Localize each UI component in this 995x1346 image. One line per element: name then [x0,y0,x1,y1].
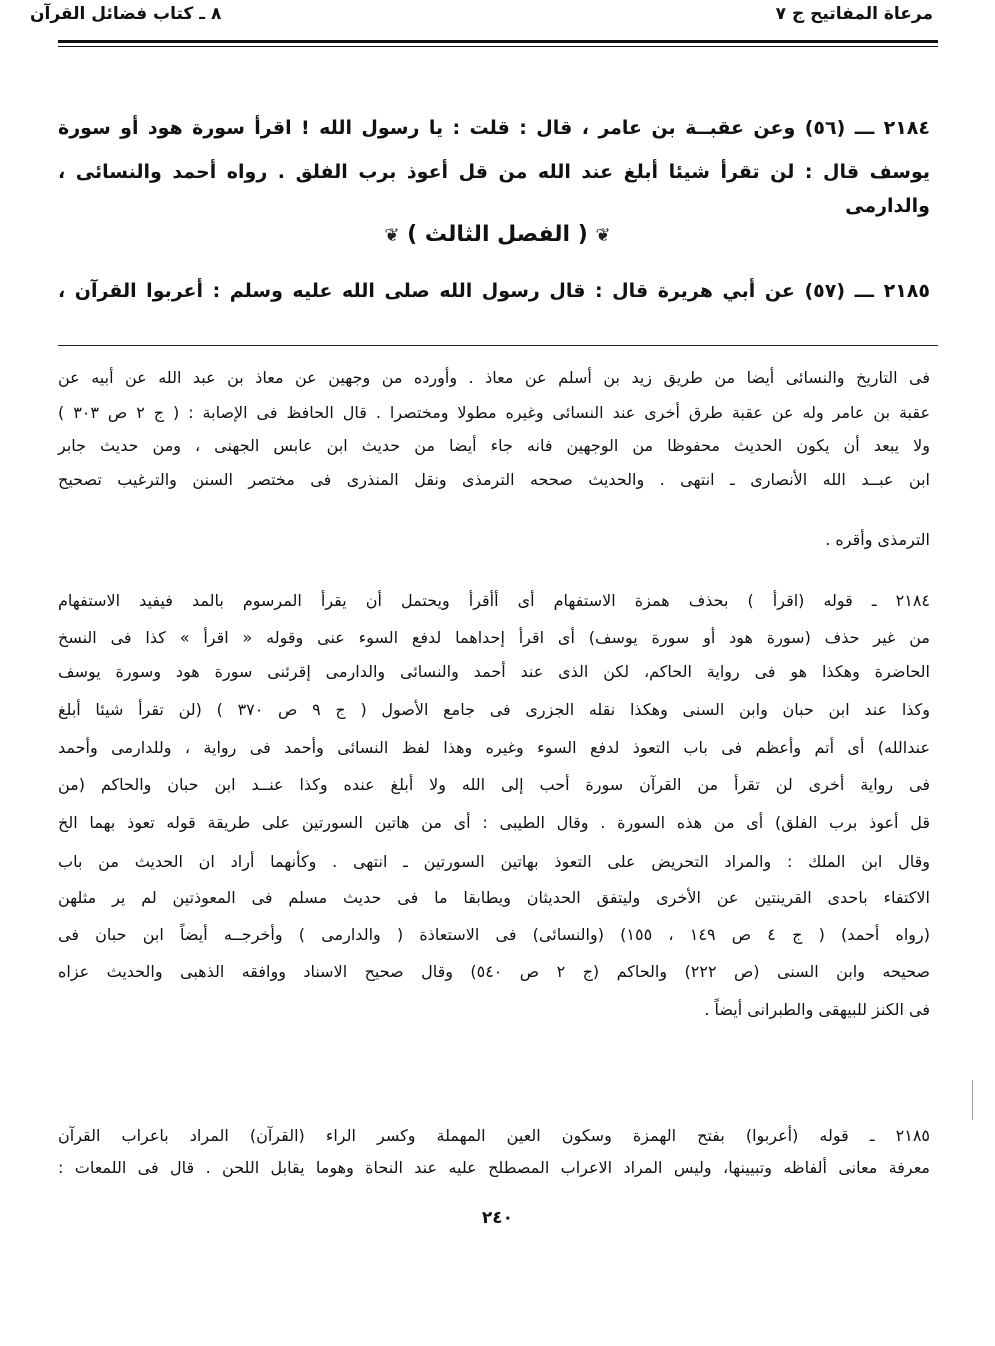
header-rule [58,40,938,43]
commentary-line: قل أعوذ برب الفلق) أى من هذه السورة . وقال الطيبى : أى من هاتين السورتين على طريقة قوله تعوذ بهما الخ [58,813,930,832]
commentary-line: ٢١٨٤ ـ قوله (اقرأ ) بحذف همزة الاستفهام أى أأقرأ ويحتمل أن يقرأ المرسوم بالمد فيفيد الاستفهام [58,591,930,610]
commentary-line: معرفة معانى ألفاظه وتبيينها، وليس المراد الاعراب المصطلح عليه عند النحاة وهوما يقابل اللحن . قال فى اللمعات : [58,1158,930,1177]
commentary-line: فى رواية أخرى لن تقرأ من القرآن سورة أحب إلى الله ولا أبلغ عنده وكذا عنــد ابن حبان والحاكم (من [58,775,930,794]
header-rule-thin [58,46,938,47]
ornament-icon: ❦ [595,225,611,246]
commentary-line: (رواه أحمد) ( ج ٤ ص ١٤٩ ، ١٥٥) (والنسائى) فى الاستعاذة ( والدارمى ) وأخرجــه أيضاً ابن حبان فى [58,925,931,944]
margin-mark [972,1080,973,1120]
commentary-line: عندالله) أى أتم وأعظم فى باب التعوذ لدفع السوء وغيره وهذا لفظ النسائى وأحمد فى رواية ، وللدارمى وأحمد [58,738,930,757]
commentary-line: وقال ابن الملك : والمراد التحريض على التعوذ بهاتين السورتين ـ انتهى . وكأنهما أراد ان الحديث من باب [58,852,930,871]
page-number: ٢٤٠ [481,1208,514,1228]
footnote-rule [58,345,938,346]
footnote-line: ابن عبــد الله الأنصارى ـ انتهى . والحديث صححه الترمذى ونقل المنذرى فى مختصر السنن والترغيب تصحيح [58,470,930,489]
section-heading [0,222,995,247]
section-heading-text: ( الفصل الثالث ) [407,222,588,247]
hadith-line: ٢١٨٤ ـــ (٥٦) وعن عقبــة بن عامر ، قال : قلت : يا رسول الله ! اقرأ سورة هود أو سورة [58,117,930,139]
commentary-line: من غير حذف (سورة هود أو سورة يوسف) أى اقرأ إحداهما لدفع السوء عنى وقوله « اقرأ » كذا فى النسخ [58,628,930,647]
hadith-line: ٢١٨٥ ـــ (٥٧) عن أبي هريرة قال : قال رسول الله صلى الله عليه وسلم : أعربوا القرآن ، [58,280,930,302]
footnote-line: فى التاريخ والنسائى أيضا من طريق زيد بن أسلم عن معاذ . وأورده من وجهين عن معاذ بن عبد الله عن أبيه عن [58,368,930,387]
footnote-line: الترمذى وأقره . [825,530,930,549]
footnote-line: ولا يبعد أن يكون الحديث محفوظا من الوجهين فانه جاء أيضا من حديث ابن عابس الجهنى ، ومن حديث جابر [58,436,930,455]
commentary-line: صحيحه وابن السنى (ص ٢٢٢) والحاكم (ج ٢ ص ٥٤٠) وقال صحيح الاسناد ووافقه الذهبى والحديث عزاه [58,962,931,981]
hadith-line: يوسف قال : لن تقرأ شيئا أبلغ عند الله من قل أعوذ برب الفلق . رواه أحمد والنسائى ، والدارمى [58,161,930,217]
commentary-line: فى الكنز للبيهقى والطبرانى أيضاً . [704,1000,930,1019]
running-header-right: مرعاة المفاتيح ج ٧ [775,4,933,24]
commentary-line: الاكتفاء باحدى القرينتين عن الأخرى وليتفق الحديثان ويطابقا ما فى حديث مسلم فى المعوذتين لم ير مثلهن [58,888,930,907]
ornament-icon: ❦ [384,225,400,246]
commentary-line: الحاضرة وهكذا هو فى رواية الحاكم، لكن الذى عند أحمد والنسائى والدارمى إقرئنى سورة هود وسورة يوسف [58,662,930,681]
commentary-line: ٢١٨٥ ـ قوله (أعربوا) بفتح الهمزة وسكون العين المهملة وكسر الراء (القرآن) المراد باعراب القرآن [58,1126,930,1145]
footnote-line: عقبة بن عامر وله عن عقبة طرق أخرى عند النسائى وغيره مطولا ومختصرا . قال الحافظ فى الإصابة : ( ج ٢ ص ٣٠٣ ) [58,403,931,422]
commentary-line: وكذا عند ابن حبان وابن السنى وهكذا نقله الجزرى فى جامع الأصول ( ج ٩ ص ٣٧٠ ) (لن تقرأ شيئا أبلغ [58,700,931,719]
running-header-left: ٨ ـ كتاب فضائل القرآن [30,4,222,24]
